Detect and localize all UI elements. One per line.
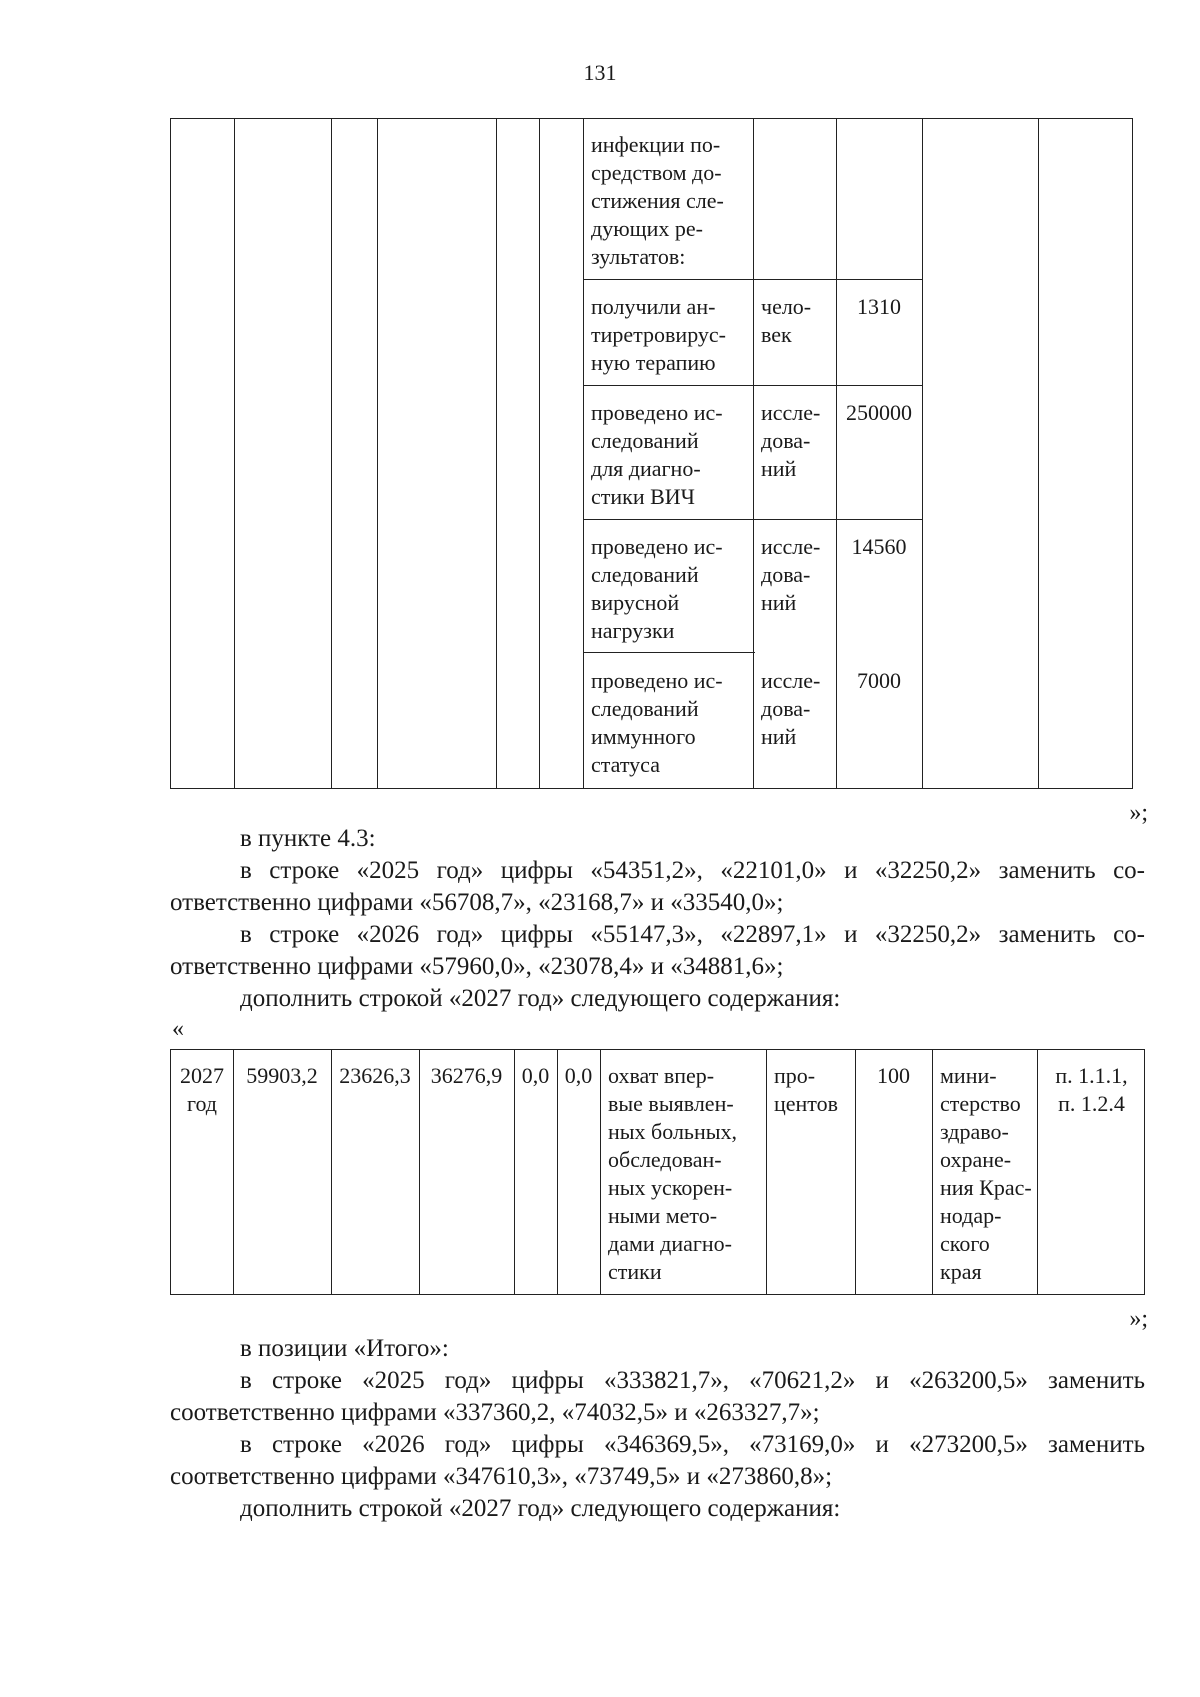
regional-cell: 23626,3	[339, 1063, 411, 1088]
row-divider	[583, 279, 922, 280]
result-text: проведено ис- следований для диагно- стики ВИЧ	[591, 400, 723, 509]
executor-cell: мини- стерство здраво- охране- ния Крас- нодар- ского края	[940, 1063, 1032, 1284]
section-heading: в пункте 4.3:	[240, 825, 376, 852]
column-divider	[922, 119, 923, 788]
column-divider	[234, 119, 235, 788]
unit-text: чело- век	[761, 294, 812, 347]
text-line: в строке «2026 год» цифры «346369,5», «73169,0» и «273200,5» заменить	[240, 1431, 1145, 1458]
row-divider	[583, 652, 755, 653]
text-line: соответственно цифрами «337360,2, «74032,5» и «263327,7»;	[170, 1399, 820, 1426]
text-line: в строке «2025 год» цифры «54351,2», «22101,0» и «32250,2» заменить со-	[240, 857, 1145, 884]
row-divider	[583, 519, 922, 520]
column-divider	[496, 119, 497, 788]
unit-text: иссле- дова- ний	[761, 534, 821, 615]
text-line: ответственно цифрами «57960,0», «23078,4» и «34881,6»;	[170, 953, 784, 980]
text-line: соответственно цифрами «347610,3», «73749,5» и «273860,8»;	[170, 1463, 833, 1490]
text-line: в строке «2025 год» цифры «333821,7», «70621,2» и «263200,5» заменить	[240, 1367, 1145, 1394]
value-text: 7000	[857, 668, 901, 693]
value-text: 14560	[851, 534, 907, 559]
result-text: получили ан- тиретровирус- ную терапию	[591, 294, 726, 375]
column-divider	[600, 1050, 601, 1294]
indicator-cell: охват впер- вые выявлен- ных больных, обследован- ных ускорен- ными мето- дами диагно- стики	[608, 1063, 738, 1284]
text-line: дополнить строкой «2027 год» следующего содержания:	[240, 985, 841, 1012]
column-divider	[539, 119, 540, 788]
section-4-3	[170, 823, 1145, 1015]
section-heading: в позиции «Итого»:	[240, 1335, 449, 1362]
total-cell: 59903,2	[246, 1063, 318, 1088]
result-text: проведено ис- следований иммунного статуса	[591, 668, 723, 777]
value-text: 1310	[857, 294, 901, 319]
column-divider	[331, 119, 332, 788]
reference-cell: п. 1.1.1, п. 1.2.4	[1055, 1063, 1128, 1116]
column-divider	[753, 119, 754, 788]
text-line: в строке «2026 год» цифры «55147,3», «22897,1» и «32250,2» заменить со-	[240, 921, 1145, 948]
row-divider	[583, 385, 922, 386]
result-text: проведено ис- следований вирусной нагрузки	[591, 534, 723, 643]
row-2027-table	[170, 1049, 1145, 1295]
opening-quote: «	[172, 1016, 184, 1042]
unit-text: иссле- дова- ний	[761, 400, 821, 481]
closing-quote: »;	[1129, 1306, 1148, 1332]
column-divider	[932, 1050, 933, 1294]
text-line: дополнить строкой «2027 год» следующего содержания:	[240, 1495, 841, 1522]
section-total	[170, 1333, 1145, 1525]
value-text: 250000	[846, 400, 912, 425]
federal-cell: 36276,9	[430, 1063, 503, 1088]
indicator-intro: инфекции по- средством до- стижения сле- дующих ре- зультатов:	[591, 132, 724, 269]
unit-cell: про- центов	[774, 1063, 839, 1116]
local-cell: 0,0	[521, 1063, 550, 1088]
text-line: ответственно цифрами «56708,7», «23168,7» и «33540,0»;	[170, 889, 784, 916]
column-divider	[377, 119, 378, 788]
page-number: 131	[583, 60, 617, 85]
column-divider	[1038, 119, 1039, 788]
closing-quote: »;	[1129, 800, 1148, 826]
column-divider	[766, 1050, 767, 1294]
other-cell: 0,0	[564, 1063, 593, 1088]
column-divider	[583, 119, 584, 788]
year-cell: 2027 год	[180, 1063, 224, 1116]
value-cell: 100	[877, 1063, 910, 1088]
unit-text: иссле- дова- ний	[761, 668, 821, 749]
continuation-table	[170, 118, 1133, 789]
